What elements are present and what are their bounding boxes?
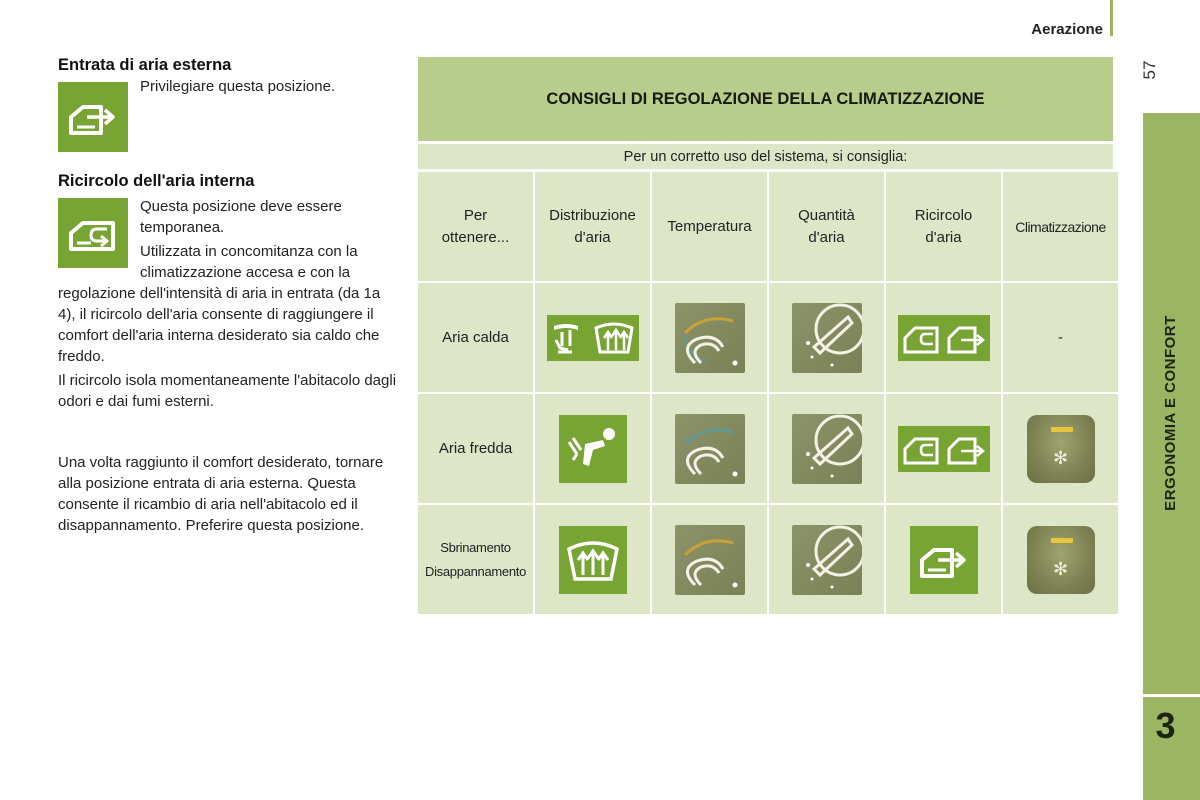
- recirculation-text-2: Utilizzata in concomitanza con la climatizzazione accesa e con la regolazione dell'intensità di aria in entrata (da 1a 4), il ricircolo dell'aria consente di raggiungere il comfort dell'aria interna desiderato sia caldo che freddo.: [58, 243, 381, 365]
- row-label-defrost-line1: Sbrinamento: [440, 539, 511, 555]
- cold-recirculation-cell: [886, 394, 1001, 503]
- feet-windscreen-icon: [547, 315, 639, 361]
- row-label-defrost: [418, 505, 533, 614]
- snowflake-icon: ✻: [1052, 447, 1069, 468]
- recirculation-text-1: Questa posizione deve essere temporanea.: [140, 198, 342, 236]
- chapter-tab-label: ERGONOMIA E CONFORT: [1162, 315, 1179, 511]
- col-header-temperature: Temperatura: [652, 172, 767, 281]
- table-title: CONSIGLI DI REGOLAZIONE DELLA CLIMATIZZAZIONE: [418, 57, 1113, 141]
- warm-ac-cell: -: [1003, 283, 1118, 392]
- ac-led-on: [1051, 538, 1073, 543]
- cold-distribution-cell: [535, 394, 650, 503]
- snowflake-on-icon: ✻: [1052, 558, 1069, 579]
- defrost-recirculation-cell: [886, 505, 1001, 614]
- face-vent-icon: [559, 415, 627, 483]
- ac-led: [1051, 427, 1073, 432]
- recirculation-text-4: Una volta raggiunto il comfort desiderato, tornare alla posizione entrata di aria esterna. Questa consente il ricambio di aria nell'abitacolo ed il disappannamento. Preferire questa posizione.: [58, 454, 384, 534]
- temperature-knob-icon: [675, 303, 745, 373]
- row-label-warm-air: Aria calda: [418, 283, 533, 392]
- col-header-air-conditioning: Climatizzazione: [1003, 172, 1118, 281]
- col-header-quantity: Quantità d'aria: [769, 172, 884, 281]
- table-grid: [418, 172, 1113, 614]
- fan-speed-knob-max-icon: [792, 525, 862, 595]
- row-label-defrost-line2: Disappannamento: [424, 563, 527, 579]
- cold-quantity-cell: [769, 394, 884, 503]
- warm-recirculation-cell: [886, 283, 1001, 392]
- ac-button-icon: [1027, 415, 1095, 483]
- defrost-quantity-cell: [769, 505, 884, 614]
- left-column: [58, 54, 398, 536]
- header-divider: [1110, 0, 1113, 36]
- section-title: Aerazione: [1031, 21, 1103, 38]
- row-label-cold-air: Aria fredda: [418, 394, 533, 503]
- col-header-recirculation: Ricircolo d'aria: [886, 172, 1001, 281]
- defrost-ac-cell: [1003, 505, 1118, 614]
- warm-distribution-cell: [535, 283, 650, 392]
- cold-ac-cell: [1003, 394, 1118, 503]
- fan-speed-knob-cold-icon: [792, 414, 862, 484]
- col-header-distribution: Distribuzione d'aria: [535, 172, 650, 281]
- climate-advice-table: [418, 57, 1113, 614]
- col-header-goal: Per ottenere...: [418, 172, 533, 281]
- table-subtitle: Per un corretto uso del sistema, si consiglia:: [418, 144, 1113, 169]
- fresh-air-table-icon: [910, 526, 978, 594]
- chapter-tab-separator: [1143, 694, 1200, 697]
- cold-temperature-cell: [652, 394, 767, 503]
- fresh-air-text: Privilegiare questa posizione.: [140, 78, 336, 95]
- chapter-tab: [1143, 113, 1200, 800]
- ac-button-on-icon: [1027, 526, 1095, 594]
- chapter-number: 3: [1155, 705, 1176, 746]
- recirculation-pair-cold-icon: [898, 426, 990, 472]
- page-number: 57: [1140, 60, 1159, 80]
- fresh-air-icon: [58, 82, 128, 152]
- defrost-temperature-cell: [652, 505, 767, 614]
- windscreen-demist-icon: [559, 526, 627, 594]
- temperature-knob-hot-icon: [675, 525, 745, 595]
- warm-quantity-cell: [769, 283, 884, 392]
- defrost-distribution-cell: [535, 505, 650, 614]
- recirculation-pair-icon: [898, 315, 990, 361]
- temperature-knob-cold-icon: [675, 414, 745, 484]
- recirculation-icon: [58, 198, 128, 268]
- recirculation-text-3: Il ricircolo isola momentaneamente l'abitacolo dagli odori e dai fumi esterni.: [58, 372, 397, 410]
- heading-recirculation: Ricircolo dell'aria interna: [58, 172, 255, 190]
- fan-speed-knob-icon: [792, 303, 862, 373]
- heading-fresh-air: Entrata di aria esterna: [58, 56, 232, 74]
- warm-temperature-cell: [652, 283, 767, 392]
